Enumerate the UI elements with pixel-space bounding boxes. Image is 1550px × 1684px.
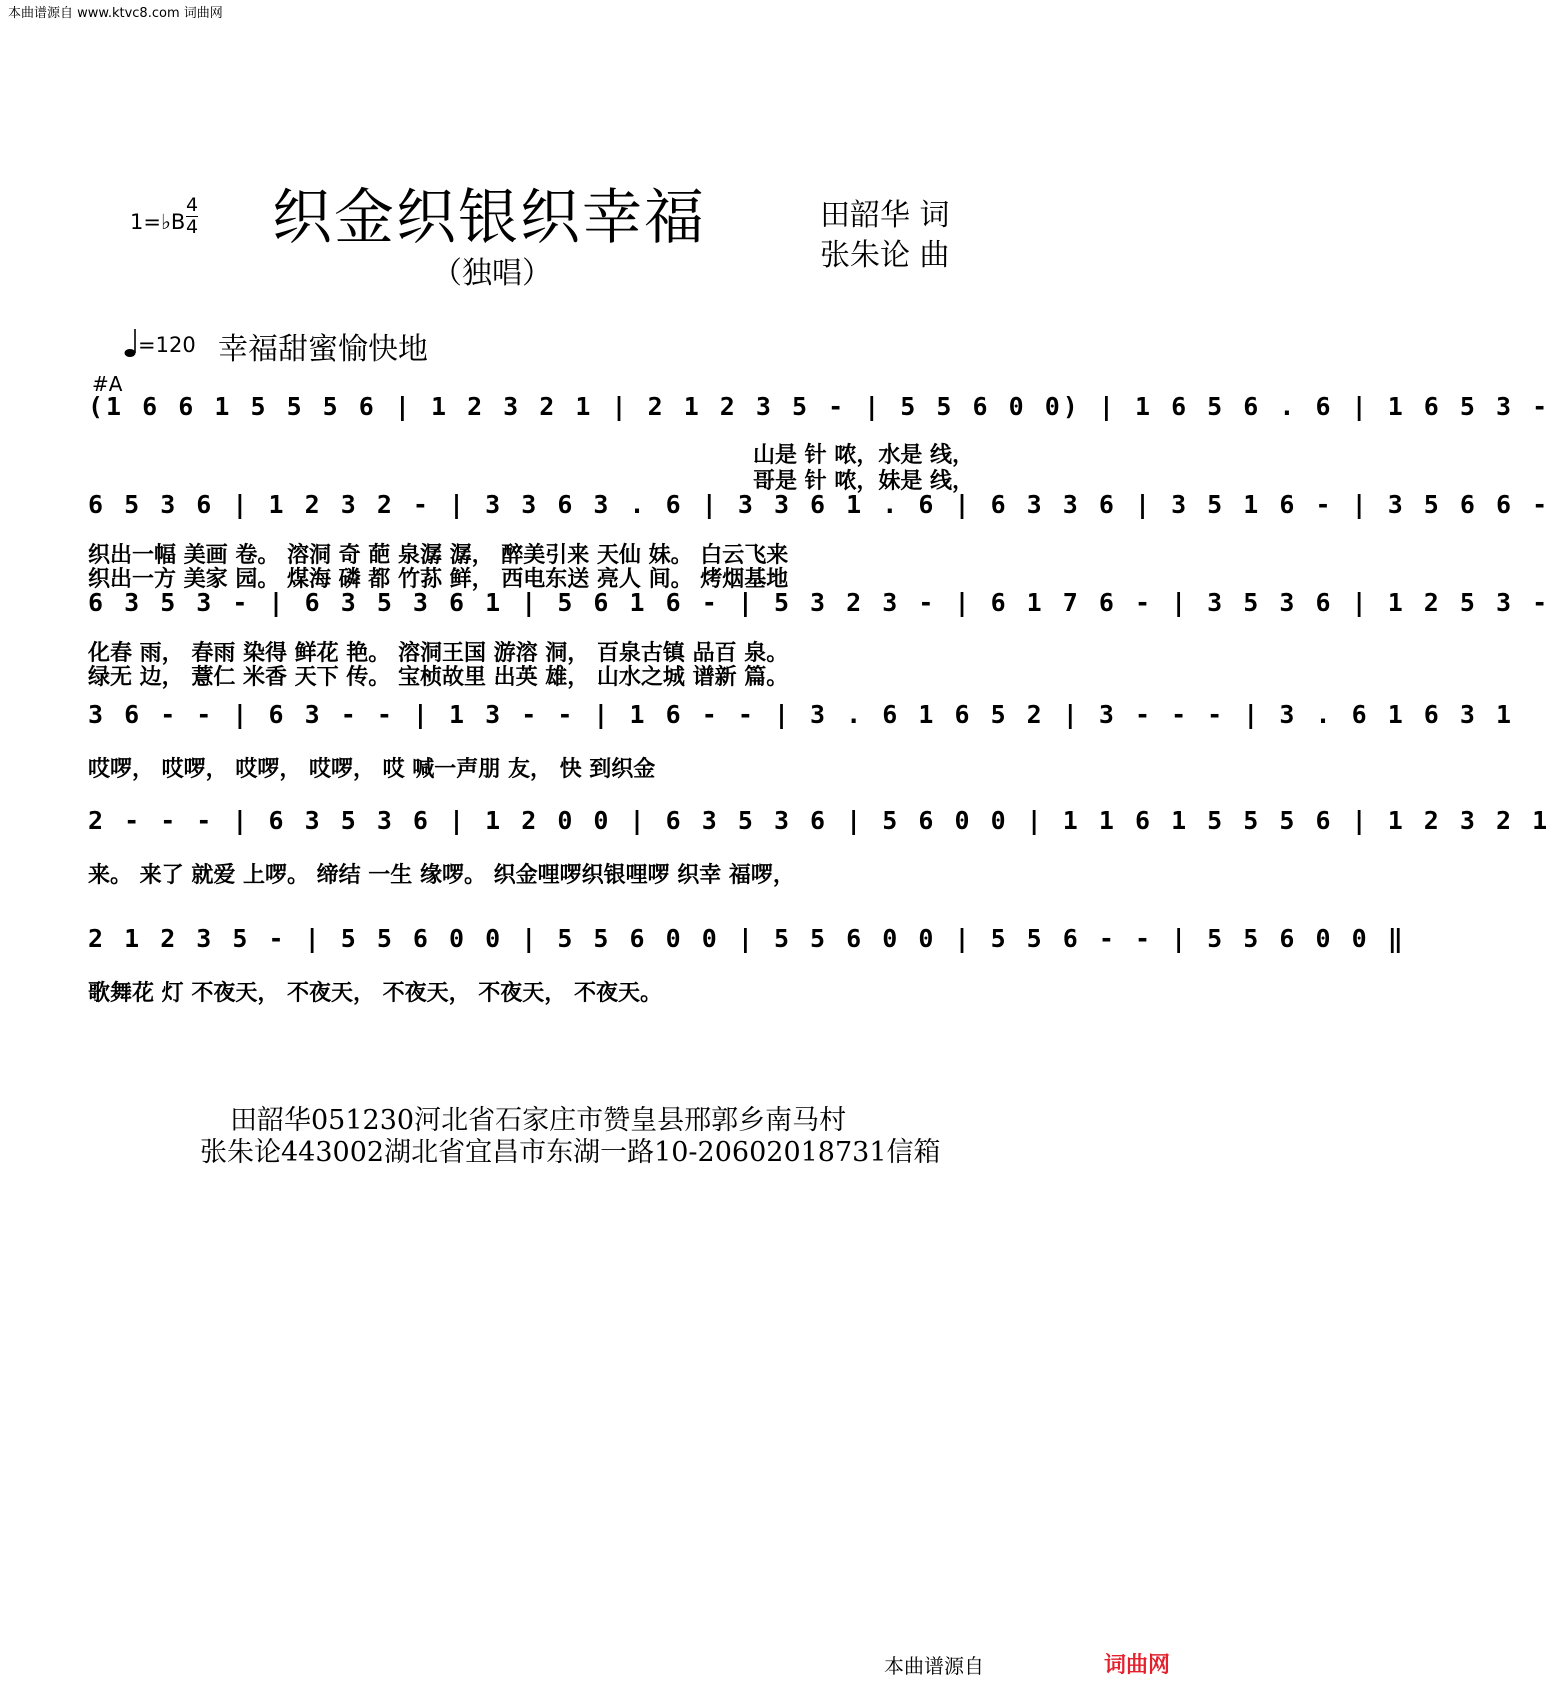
song-subtitle: （独唱）	[432, 256, 552, 291]
section-marker: #A	[92, 372, 123, 396]
footer-source-text: 本曲谱源自	[884, 1654, 984, 1678]
quarter-note-icon	[124, 328, 138, 358]
tempo-expression: 幸福甜蜜愉快地	[218, 332, 428, 367]
tempo-mark	[124, 328, 196, 358]
lyric-verse-1: 来。 来了 就爱 上啰。 缔结 一生 缘啰。 织金哩啰织银哩啰 织幸 福啰，	[88, 863, 795, 888]
footer-site-logo: 词曲网	[1104, 1653, 1171, 1678]
time-signature-top: 4	[186, 194, 199, 216]
notation-line: 6 3 5 3 - | 6 3 5 3 6 1 | 5 6 1 6 - | 5 3 2 3 - | 6 1 7 6 - | 3 5 3 6 | 1 2 5 3 -	[88, 588, 1550, 617]
key-signature: 1=♭B	[130, 210, 186, 234]
contact-composer: 张朱论443002湖北省宜昌市东湖一路10-20602018731信箱	[200, 1137, 941, 1168]
notation-line: 2 1 2 3 5 - | 5 5 6 0 0 | 5 5 6 0 0 | 5 5 6 0 0 | 5 5 6 - - | 5 5 6 0 0 ‖	[88, 924, 1406, 953]
contact-lyricist: 田韶华051230河北省石家庄市赞皇县邢郭乡南马村	[230, 1105, 847, 1136]
song-title: 织金织银织幸福	[272, 183, 706, 253]
composer-credit: 张朱论 曲	[820, 238, 950, 273]
notation-line: 6 5 3 6 | 1 2 3 2 - | 3 3 6 3 . 6 | 3 3 6 1 . 6 | 6 3 3 6 | 3 5 1 6 - | 3 5 6 6 -	[88, 490, 1550, 519]
lyric-verse-2: 绿无 边， 薏仁 米香 天下 传。 宝桢故里 出英 雄， 山水之城 谱新 篇。	[88, 665, 789, 690]
lyric-verse-1: 织出一幅 美画 卷。 溶洞 奇 葩 泉潺 潺， 醉美引来 天仙 妹。 白云飞来	[88, 543, 789, 568]
time-signature	[186, 196, 198, 237]
tempo-value: =120	[138, 333, 196, 357]
notation-line: 3 6 - - | 6 3 - - | 1 3 - - | 1 6 - - | 3 . 6 1 6 5 2 | 3 - - - | 3 . 6 1 6 3 1	[88, 700, 1515, 729]
notation-line: 2 - - - | 6 3 5 3 6 | 1 2 0 0 | 6 3 5 3 6 | 5 6 0 0 | 1 1 6 1 5 5 5 6 | 1 2 3 2 1	[88, 806, 1550, 835]
notation-line: (1 6 6 1 5 5 5 6 | 1 2 3 2 1 | 2 1 2 3 5 - | 5 5 6 0 0) | 1 6 5 6 . 6 | 1 6 5 3 -	[88, 392, 1550, 421]
lyric-verse-2: 哥是 针 哝，妹是 线，	[753, 469, 974, 494]
lyric-verse-1: 化春 雨， 春雨 染得 鲜花 艳。 溶洞王国 游溶 洞， 百泉古镇 品百 泉。	[88, 641, 789, 666]
lyric-verse-1: 哎啰， 哎啰， 哎啰， 哎啰， 哎 喊一声朋 友， 快 到织金	[88, 757, 656, 782]
lyric-verse-2: 织出一方 美家 园。 煤海 磷 都 竹荪 鲜， 西电东送 亮人 间。 烤烟基地	[88, 567, 789, 592]
lyric-verse-1: 歌舞花 灯 不夜天， 不夜天， 不夜天， 不夜天， 不夜天。	[88, 981, 662, 1006]
lyricist-credit: 田韶华 词	[820, 198, 950, 233]
header-source-text: 本曲谱源自 www.ktvc8.com 词曲网	[8, 6, 223, 21]
time-signature-bottom: 4	[186, 216, 199, 238]
lyric-verse-1: 山是 针 哝，水是 线，	[753, 443, 974, 468]
